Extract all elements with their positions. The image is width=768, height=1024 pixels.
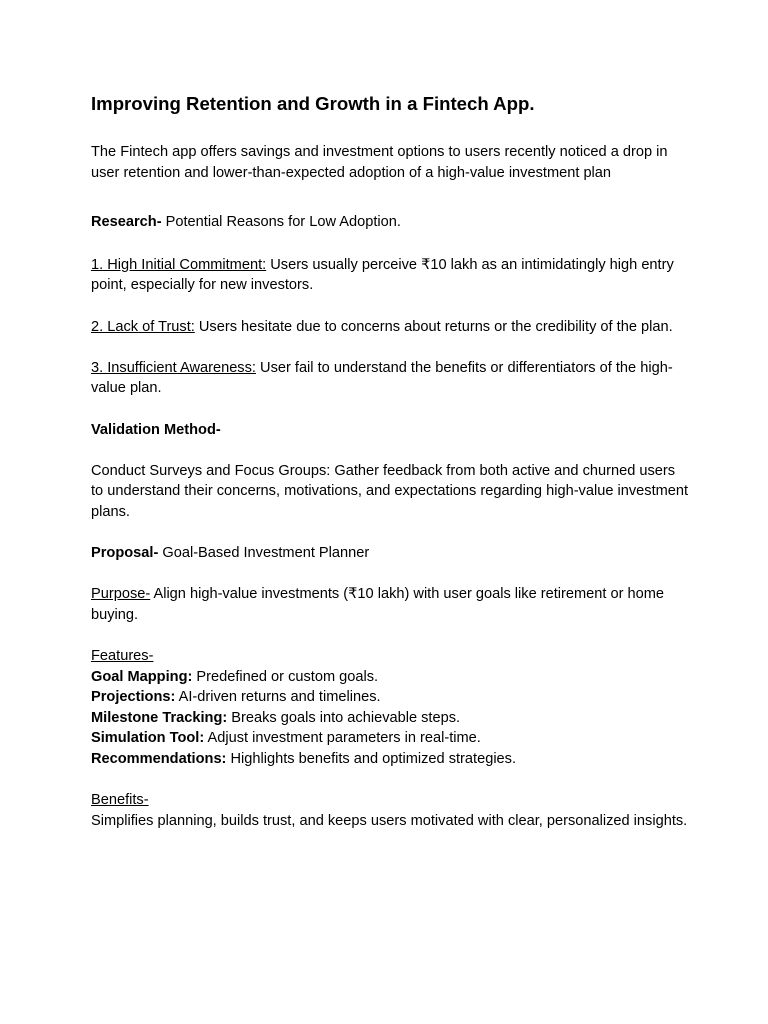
research-text: Potential Reasons for Low Adoption. [161, 214, 401, 231]
purpose-paragraph [91, 584, 691, 625]
validation-heading [91, 420, 691, 441]
feature-label: Simulation Tool: [91, 730, 205, 747]
proposal-label: Proposal- [91, 545, 159, 562]
purpose-text: Align high-value investments (₹10 lakh) with user goals like retirement or home buying. [91, 586, 665, 623]
spacer [91, 625, 691, 646]
feature-item [91, 728, 691, 749]
feature-text: Highlights benefits and optimized strategies. [226, 751, 517, 768]
feature-text: Adjust investment parameters in real-time. [204, 730, 481, 747]
feature-label: Projections: [91, 689, 176, 706]
reason-item [91, 255, 691, 296]
features-heading [91, 646, 691, 667]
research-heading [91, 212, 691, 233]
spacer [91, 183, 691, 212]
reason-item [91, 358, 691, 399]
spacer [91, 233, 691, 255]
benefits-label: Benefits- [91, 792, 149, 809]
spacer [91, 564, 691, 585]
research-label: Research- [91, 214, 162, 231]
feature-item [91, 749, 691, 770]
feature-label: Goal Mapping: [91, 668, 193, 685]
features-label: Features- [91, 648, 154, 665]
spacer [91, 337, 691, 358]
validation-text: Conduct Surveys and Focus Groups: Gather feedback from both active and churned users to understand their concerns, motivations, and expectations regarding high-value investment plans. [91, 462, 689, 520]
benefits-heading [91, 790, 691, 811]
proposal-text: Goal-Based Investment Planner [158, 545, 370, 562]
spacer [91, 440, 691, 461]
reason-label: 1. High Initial Commitment: [91, 256, 267, 273]
feature-text: AI-driven returns and timelines. [175, 689, 381, 706]
reason-text: Users hesitate due to concerns about returns or the credibility of the plan. [194, 318, 673, 335]
document-page [91, 92, 691, 831]
reason-item [91, 317, 691, 338]
spacer [91, 523, 691, 544]
feature-text: Predefined or custom goals. [192, 668, 379, 685]
feature-item [91, 687, 691, 708]
validation-label: Validation Method- [91, 421, 221, 438]
intro-paragraph: The Fintech app offers savings and investment options to users recently noticed a drop in user retention and lower-than-expected adoption of a high-value investment plan [91, 144, 668, 181]
feature-item [91, 667, 691, 688]
reason-text: User fail to understand the benefits or differentiators of the high-value plan. [91, 359, 673, 397]
feature-label: Milestone Tracking: [91, 709, 228, 726]
document-title: Improving Retention and Growth in a Fintech App. [91, 93, 535, 114]
purpose-label: Purpose- [91, 586, 151, 603]
reason-label: 2. Lack of Trust: [91, 318, 195, 335]
feature-item [91, 708, 691, 729]
reason-text: Users usually perceive ₹10 lakh as an intimidatingly high entry point, especially for new investors. [91, 256, 674, 294]
spacer [91, 296, 691, 317]
spacer [91, 399, 691, 420]
spacer [91, 770, 691, 791]
reason-label: 3. Insufficient Awareness: [91, 359, 256, 376]
feature-label: Recommendations: [91, 751, 227, 768]
proposal-heading [91, 543, 691, 564]
benefits-text: Simplifies planning, builds trust, and keeps users motivated with clear, personalized insights. [91, 812, 688, 829]
feature-text: Breaks goals into achievable steps. [227, 709, 461, 726]
